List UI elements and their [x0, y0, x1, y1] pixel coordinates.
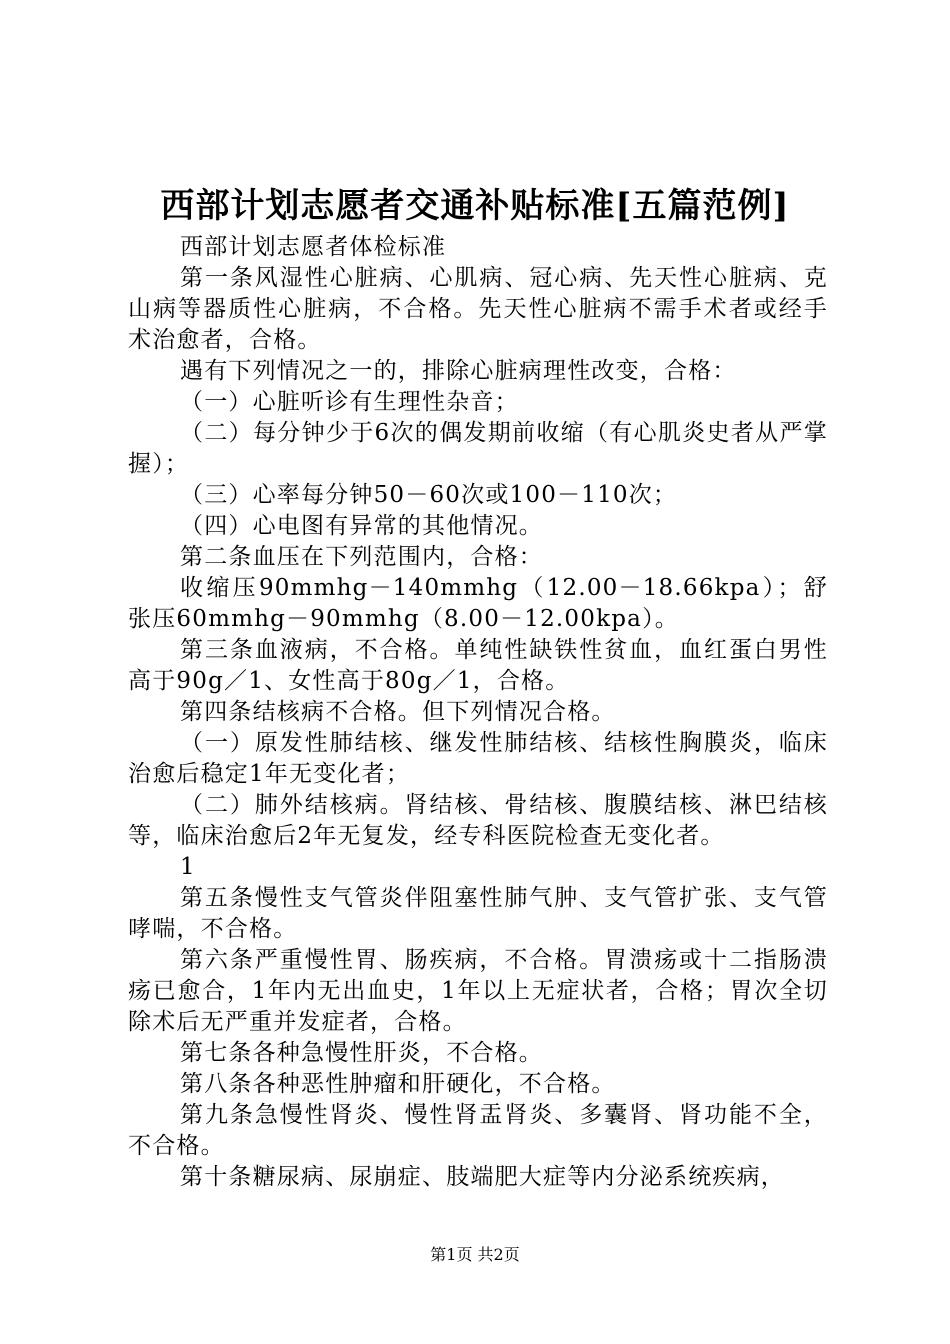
paragraph-article-7: 第七条各种急慢性肝炎，不合格。	[180, 1040, 543, 1066]
inline-page-number: 1	[180, 854, 196, 880]
paragraph-blood-pressure: 收缩压90mmhg－140mmhg（12.00－18.66kpa）；舒张压60mmhg－90mmhg（8.00－12.00kpa）。	[128, 575, 828, 632]
paragraph-article-8: 第八条各种恶性肿瘤和肝硬化，不合格。	[180, 1071, 616, 1097]
document-title: 西部计划志愿者交通补贴标准[五篇范例]	[160, 186, 790, 226]
paragraph-article-9: 第九条急慢性肾炎、慢性肾盂肾炎、多囊肾、肾功能不全，不合格。	[128, 1102, 828, 1159]
page-footer: 第1页 共2页	[430, 1245, 520, 1264]
document-body	[128, 232, 828, 1193]
paragraph-tb-2: （二）肺外结核病。肾结核、骨结核、腹膜结核、淋巴结核等，临床治愈后2年无复发，经专科医院检查无变化者。	[128, 792, 828, 849]
paragraph-condition-4: （四）心电图有异常的其他情况。	[180, 513, 543, 539]
paragraph-article-4: 第四条结核病不合格。但下列情况合格。	[180, 699, 616, 725]
paragraph-article-5: 第五条慢性支气管炎伴阻塞性肺气肿、支气管扩张、支气管哮喘，不合格。	[128, 885, 828, 942]
paragraph-article-2: 第二条血压在下列范围内，合格：	[180, 544, 543, 570]
paragraph-conditions-intro: 遇有下列情况之一的，排除心脏病理性改变，合格：	[180, 358, 737, 384]
paragraph-article-1: 第一条风湿性心脏病、心肌病、冠心病、先天性心脏病、克山病等器质性心脏病，不合格。先天性心脏病不需手术者或经手术治愈者，合格。	[128, 265, 828, 353]
paragraph-article-3: 第三条血液病，不合格。单纯性缺铁性贫血，血红蛋白男性高于90g／1、女性高于80g／1，合格。	[128, 637, 828, 694]
paragraph-condition-3: （三）心率每分钟50－60次或100－110次；	[180, 482, 678, 508]
paragraph-article-6: 第六条严重慢性胃、肠疾病，不合格。胃溃疡或十二指肠溃疡已愈合，1年内无出血史，1年以上无症状者，合格；胃次全切除术后无严重并发症者，合格。	[128, 947, 828, 1035]
paragraph-article-10: 第十条糖尿病、尿崩症、肢端肥大症等内分泌系统疾病，	[180, 1164, 785, 1190]
paragraph-condition-1: （一）心脏听诊有生理性杂音；	[180, 389, 519, 415]
paragraph-subtitle: 西部计划志愿者体检标准	[180, 234, 447, 260]
paragraph-tb-1: （一）原发性肺结核、继发性肺结核、结核性胸膜炎，临床治愈后稳定1年无变化者；	[128, 730, 828, 787]
paragraph-condition-2: （二）每分钟少于6次的偶发期前收缩（有心肌炎史者从严掌握）；	[128, 420, 828, 477]
